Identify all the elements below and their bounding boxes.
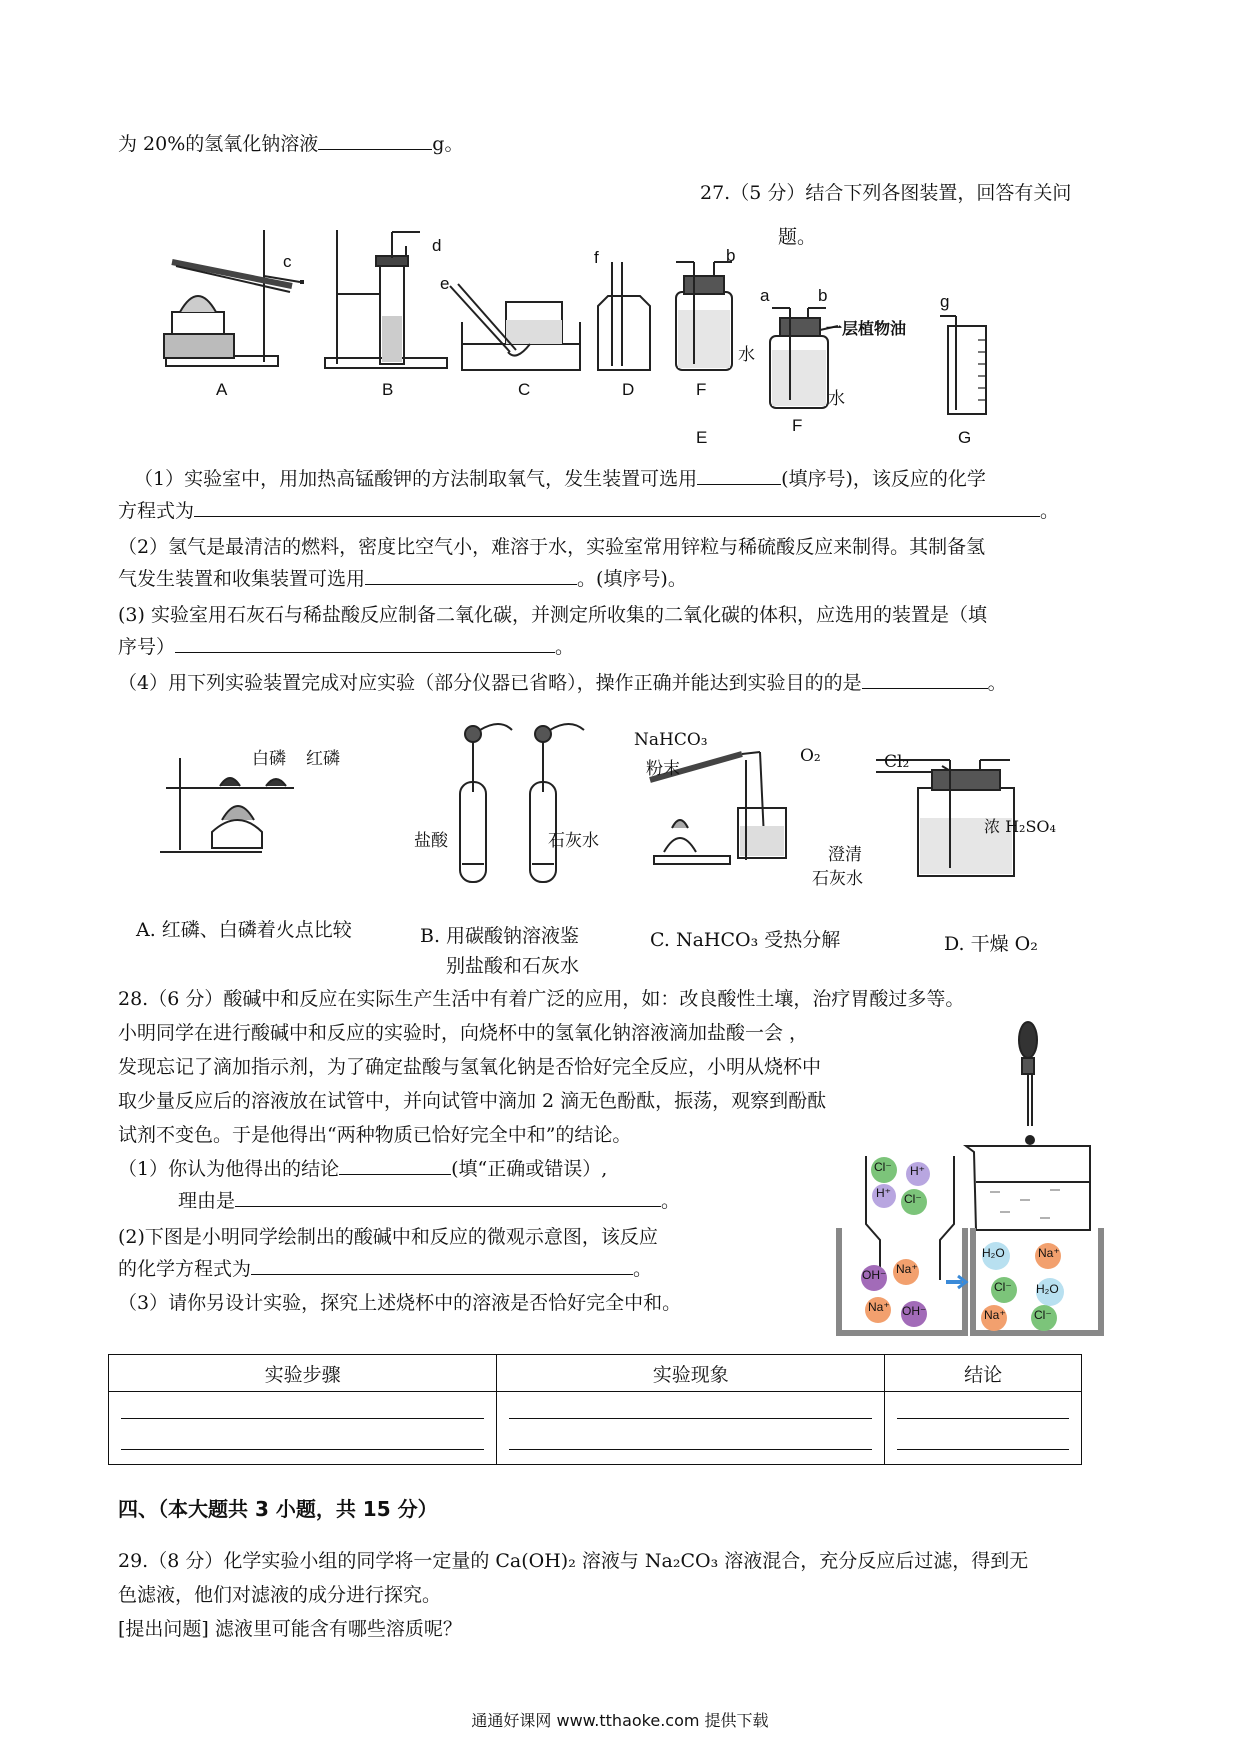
- water-label-2: 水: [828, 389, 845, 409]
- table-cell-steps[interactable]: [109, 1392, 497, 1465]
- q27-p1-text-c: 方程式为: [118, 500, 195, 522]
- q28-line1: 28.（6 分）酸碱中和反应在实际生产生活中有着广泛的应用，如：改良酸性土壤，治疗胃酸过多等。: [118, 988, 965, 1010]
- ion-cl-3: Cl⁻: [994, 1280, 1012, 1294]
- table-cell-phenomena[interactable]: [497, 1392, 885, 1465]
- ion-oh-1: OH⁻: [862, 1268, 887, 1282]
- letter-e: E: [696, 428, 708, 447]
- option-b-caption-line1: B. 用碳酸钠溶液鉴: [420, 925, 580, 947]
- page-footer: 通通好课网 www.tthaoke.com 提供下载: [471, 1711, 769, 1730]
- letter-f1: F: [696, 380, 707, 399]
- ion-na-3: Na⁺: [1038, 1246, 1060, 1260]
- optc-label-o2: O₂: [800, 746, 821, 766]
- port-label-g: g: [940, 292, 950, 311]
- q27-p1-text-d: 。: [1040, 500, 1060, 522]
- optc-label-powder2: 粉末: [646, 759, 680, 779]
- port-label-a: a: [760, 286, 770, 305]
- q27-p1-text-a: （1）实验室中，用加热高锰酸钾的方法制取氧气，发生装置可选用: [134, 468, 698, 490]
- optc-label-clear1: 澄清: [828, 845, 862, 865]
- ion-oh-2: OH⁻: [902, 1304, 927, 1318]
- opta-label-white: 白磷: [252, 749, 286, 769]
- section-4-title: 四、（本大题共 3 小题，共 15 分）: [118, 1497, 438, 1521]
- q28-q2-line1: (2)下图是小明同学绘制出的酸碱中和反应的微观示意图，该反应: [118, 1226, 658, 1248]
- letter-d: D: [622, 380, 635, 399]
- ion-cl-1: Cl⁻: [874, 1160, 892, 1174]
- q27-p4-text-b: 。: [987, 672, 1007, 694]
- ion-na-1: Na⁺: [896, 1262, 918, 1276]
- answer-line[interactable]: [121, 1418, 484, 1419]
- letter-f2: F: [792, 416, 803, 435]
- q27-p2-line1: （2）氢气是最清洁的燃料，密度比空气小，难溶于水，实验室常用锌粒与稀硫酸反应来制得。其制备氢: [118, 536, 986, 558]
- option-c-caption: C. NaHCO₃ 受热分解: [650, 929, 841, 951]
- q27-p4-text-a: （4）用下列实验装置完成对应实验（部分仪器已省略），操作正确并能达到实验目的的是: [118, 672, 862, 694]
- q28-q1-text-b: (填“正确或错误）,: [451, 1158, 608, 1180]
- ion-cl-4: Cl⁻: [1034, 1308, 1052, 1322]
- port-label-e: e: [440, 274, 450, 293]
- q27-p3-text-b: 。: [555, 636, 575, 658]
- port-label-c: c: [283, 252, 292, 271]
- opta-label-red: 红磷: [306, 749, 340, 769]
- q26-tail-prefix: 为 20%的氢氧化钠溶液: [118, 133, 319, 155]
- q29-line3: [提出问题] 滤液里可能含有哪些溶质呢？: [118, 1618, 462, 1640]
- option-a-caption: A. 红磷、白磷着火点比较: [136, 919, 352, 941]
- q27-p2-text-a: 气发生装置和收集装置可选用: [118, 568, 366, 590]
- q27-header-line2: 题。: [778, 226, 817, 248]
- optd-label-acid: 浓 H₂SO₄: [984, 817, 1056, 836]
- table-cell-conclusion[interactable]: [885, 1392, 1082, 1465]
- letter-a: A: [216, 380, 228, 399]
- answer-line[interactable]: [509, 1449, 872, 1450]
- q28-answer-table: [108, 1354, 1082, 1465]
- q28-reason-end: 。: [661, 1190, 681, 1212]
- q29-line1: 29.（8 分）化学实验小组的同学将一定量的 Ca(OH)₂ 溶液与 Na₂CO₃ 溶液混合，充分反应后过滤，得到无: [118, 1550, 1029, 1572]
- answer-line[interactable]: [897, 1418, 1069, 1419]
- port-label-b1: b: [726, 246, 736, 265]
- q27-p1-text-b: (填序号)，该反应的化学: [781, 468, 986, 490]
- table-header-row: [109, 1355, 1082, 1392]
- q28-q2-text-b: 。: [633, 1258, 653, 1280]
- answer-line[interactable]: [509, 1418, 872, 1419]
- ion-cl-2: Cl⁻: [904, 1192, 922, 1206]
- q28-line3: 发现忘记了滴加指示剂，为了确定盐酸与氢氧化钠是否恰好完全反应，小明从烧杯中: [118, 1056, 822, 1078]
- q29-line2: 色滤液，他们对滤液的成分进行探究。: [118, 1584, 442, 1606]
- oil-layer-label: 一层植物油: [826, 321, 907, 338]
- ion-h-2: H⁺: [876, 1186, 891, 1200]
- optb-label-lime: 石灰水: [548, 831, 599, 851]
- table-header-conclusion: 结论: [885, 1355, 1082, 1392]
- option-b-caption-line2: 别盐酸和石灰水: [446, 955, 580, 977]
- q27-p3-text-a: 序号）: [118, 636, 176, 658]
- answer-line[interactable]: [121, 1449, 484, 1450]
- q28-line5: 试剂不变色。于是他得出“两种物质已恰好完全中和”的结论。: [118, 1124, 632, 1146]
- optc-label-clear2: 石灰水: [812, 869, 863, 889]
- q28-q1-text-a: （1）你认为他得出的结论: [118, 1158, 340, 1180]
- table-header-steps: 实验步骤: [109, 1355, 497, 1392]
- water-label-1: 水: [738, 345, 755, 365]
- option-d-caption: D. 干燥 O₂: [944, 933, 1038, 955]
- port-label-b2: b: [818, 286, 828, 305]
- q27-p3-line1: (3) 实验室用石灰石与稀盐酸反应制备二氧化碳，并测定所收集的二氧化碳的体积，应选用的装置是（填: [118, 604, 987, 626]
- port-label-f: f: [594, 248, 599, 267]
- table-row: [109, 1392, 1082, 1465]
- ion-na-2: Na⁺: [868, 1300, 890, 1314]
- letter-c: C: [518, 380, 531, 399]
- letter-b: B: [382, 380, 394, 399]
- ion-na-4: Na⁺: [984, 1308, 1006, 1322]
- q28-line2: 小明同学在进行酸碱中和反应的实验时，向烧杯中的氢氧化钠溶液滴加盐酸一会 ，: [118, 1022, 809, 1044]
- q28-q2-text-a: 的化学方程式为: [118, 1258, 252, 1280]
- letter-g: G: [958, 428, 972, 447]
- ion-h2o-1: H₂O: [982, 1246, 1005, 1260]
- q27-p2-text-b: 。(填序号)。: [577, 568, 687, 590]
- dropper-beaker-drawing: [966, 1022, 1090, 1230]
- optb-label-hcl: 盐酸: [414, 831, 448, 851]
- q26-tail-suffix: g。: [432, 133, 464, 155]
- table-header-phenomena: 实验现象: [497, 1355, 885, 1392]
- q27-header-line1: 27.（5 分）结合下列各图装置，回答有关问: [700, 182, 1072, 204]
- port-label-d: d: [432, 236, 442, 255]
- optc-label-powder1: NaHCO₃: [634, 730, 708, 750]
- answer-line[interactable]: [897, 1449, 1069, 1450]
- optd-label-cl2: Cl₂: [884, 752, 910, 772]
- q28-q3-line: （3）请你另设计实验，探究上述烧杯中的溶液是否恰好完全中和。: [118, 1292, 682, 1314]
- q28-reason-text: 理由是: [178, 1190, 236, 1212]
- ion-h2o-2: H₂O: [1036, 1282, 1059, 1296]
- ion-h-1: H⁺: [910, 1164, 925, 1178]
- q28-line4: 取少量反应后的溶液放在试管中，并向试管中滴加 2 滴无色酚酞，振荡，观察到酚酞: [118, 1090, 827, 1112]
